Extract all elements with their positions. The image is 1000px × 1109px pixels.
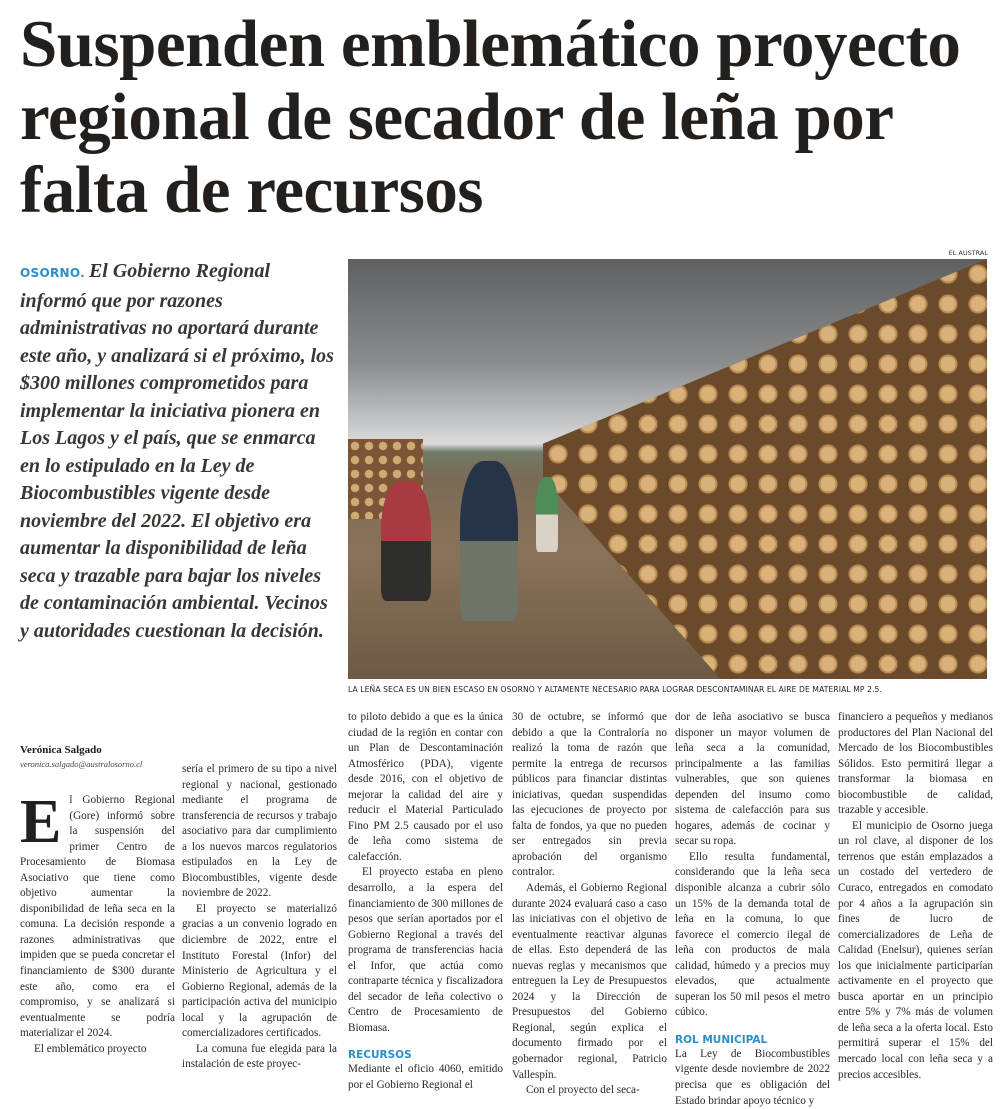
body-column-4	[512, 710, 667, 1099]
person-red-jacket	[381, 481, 431, 601]
paragraph: Con el proyecto del seca-	[526, 1084, 640, 1097]
person-blue-jacket	[460, 461, 518, 621]
paragraph: Mediante el oficio 4060, emitido por el Gobierno Regional el	[348, 1063, 503, 1092]
log-pile-right	[543, 259, 987, 679]
body-column-1	[20, 788, 175, 1057]
paragraph: 30 de octubre, se informó que debido a que la Contraloría no realizó la toma de razón que permite la entrega de recursos públicos para financiar distintas iniciativas, quedan suspendidas las ejecuciones de proyecto por falta de fondos, ya que no pueden ser entregados sin previa aprobación del organismo contralor.	[512, 711, 667, 879]
paragraph: to piloto debido a que es la única ciudad de la región en contar con un Plan de Descontaminación Atmosférico (PDA), vigente desde 2016, con el objetivo de mejorar la calidad del aire y reducir el Material Particulado Fino PM 2.5 causado por el uso de leña como sistema de calefacción.	[348, 711, 503, 863]
body-column-2	[182, 762, 337, 1073]
article-photo	[348, 259, 987, 679]
person-green-jacket	[536, 477, 558, 552]
section-heading-recursos: RECURSOS	[348, 1049, 412, 1062]
paragraph: La Ley de Biocombustibles vigente desde noviembre de 2022 precisa que es obligación del Estado brindar apoyo técnico y	[675, 1047, 830, 1107]
paragraph: La comuna fue elegida para la instalación de este proyec-	[182, 1042, 337, 1071]
lead-text: El Gobierno Regional informó que por razones administrativas no aportará durante este año, y analizará si el próximo, los $300 millones comprometidos para implementar la iniciativa pionera en Los Lagos y el país, que se enmarca en lo estipulado en la Ley de Biocombustibles vigente desde noviembre del 2022. El objetivo era aumentar la disponibilidad de leña seca y trazable para bajar los niveles de contaminación ambiental. Vecinos y autoridades cuestionan la decisión.	[20, 260, 334, 642]
lead-paragraph	[20, 258, 338, 645]
photo-caption: LA LEÑA SECA ES UN BIEN ESCASO EN OSORNO Y ALTAMENTE NECESARIO PARA LOGRAR DESCONTAMINAR EL AIRE DE MATERIAL MP 2.5.	[348, 685, 882, 694]
paragraph: El proyecto se materializó gracias a un convenio logrado en diciembre de 2022, entre el Instituto Forestal (Infor) del Ministerio de Agricultura y el Gobierno Regional, además de la participación activa del municipio local y la agrupación de comercializadores certificados.	[182, 902, 337, 1040]
paragraph: El emblemático proyecto	[34, 1042, 147, 1055]
photo-credit: EL AUSTRAL	[948, 249, 988, 257]
paragraph: l Gobierno Regional (Gore) informó sobre la suspensión del primer Centro de Procesamiento de Biomasa Asociativo que tiene como objetivo aumentar la disponibilidad de leña seca en la comuna. La decisión responde a razones administrativas que impiden que se pueda concretar el financiamiento de $300 durante este año, como era el compromiso, y se analizará si eventualmente se podría materializar el 2024.	[20, 794, 175, 1040]
paragraph: El proyecto estaba en pleno desarrollo, a la espera del financiamiento de 300 millones de pesos que serían aportados por el Gobierno Regional a través del programa de transferencias hacia el Infor, que actúa como contraparte técnica y fiscalizadora del secador de leña colectivo o Centro de Procesamiento de Biomasa.	[348, 866, 503, 1034]
byline-email[interactable]: veronica.salgado@australosorno.cl	[20, 759, 143, 769]
paragraph: Además, el Gobierno Regional durante 2024 evaluará caso a caso las iniciativas con el objetivo de eventualmente reactivar algunas de ellas. Esto dependerá de las nuevas reglas y mecanismos que entreguen la Ley de Presupuestos 2024 y la Dirección de Presupuestos del Gobierno Regional, según explica el documento firmado por el gobernador regional, Patricio Vallespín.	[512, 882, 667, 1081]
drop-cap: E	[20, 788, 62, 856]
lead-kicker: OSORNO.	[20, 266, 85, 280]
paragraph: El municipio de Osorno juega un rol clave, al disponer de los terrenos que están emplazados a un costado del vertedero de Curaco, entregados en comodato por 4 años a la agrupación sin fines de lucro de comercializadores de Leña de Calidad (Enelsur), quienes serían los que inicialmente participarían activamente en el proyecto que busca aportar en un principio entre 5% y 7% más de volumen de leña seca a la oferta local. Esto permitirá superar el 15% del mercado local con leña seca y a precios accesibles.	[838, 819, 993, 1081]
paragraph: financiero a pequeños y medianos productores del Plan Nacional del Mercado de los Biocombustibles Sólidos. Esto permitirá llegar a transformar la biomasa en biocombustible de calidad, trazable y accesible.	[838, 711, 993, 817]
byline-author: Verónica Salgado	[20, 744, 102, 756]
paragraph: dor de leña asociativo se busca disponer un mayor volumen de leña seca a la comunidad, principalmente a las familias vulnerables, que son quienes dependen del insumo como sistema de calefacción para sus hogares, además de cocinar y secar su ropa.	[675, 711, 830, 848]
section-heading-rol-municipal: ROL MUNICIPAL	[675, 1033, 768, 1046]
body-column-3	[348, 710, 503, 1094]
body-column-5	[675, 710, 830, 1109]
paragraph: Ello resulta fundamental, considerando que la leña seca disponible alcanza a cubrir sólo un 15% de la demanda total de leña en la comuna, lo que favorece el comercio ilegal de leña con productos de mala calidad, húmedo y a precios muy elevados, que actualmente superan los 50 mil pesos el metro cúbico.	[675, 850, 830, 1019]
body-column-6	[838, 710, 993, 1083]
headline: Suspenden emblemático proyecto regional de secador de leña por falta de recursos	[20, 7, 961, 227]
paragraph: sería el primero de su tipo a nivel regional y nacional, gestionado mediante el programa de transferencia de recursos y trabajo asociativo para dar cumplimiento a los nuevos marcos regulatorios estipulados en la Ley de Biocombustibles, vigente desde noviembre de 2022.	[182, 763, 337, 900]
